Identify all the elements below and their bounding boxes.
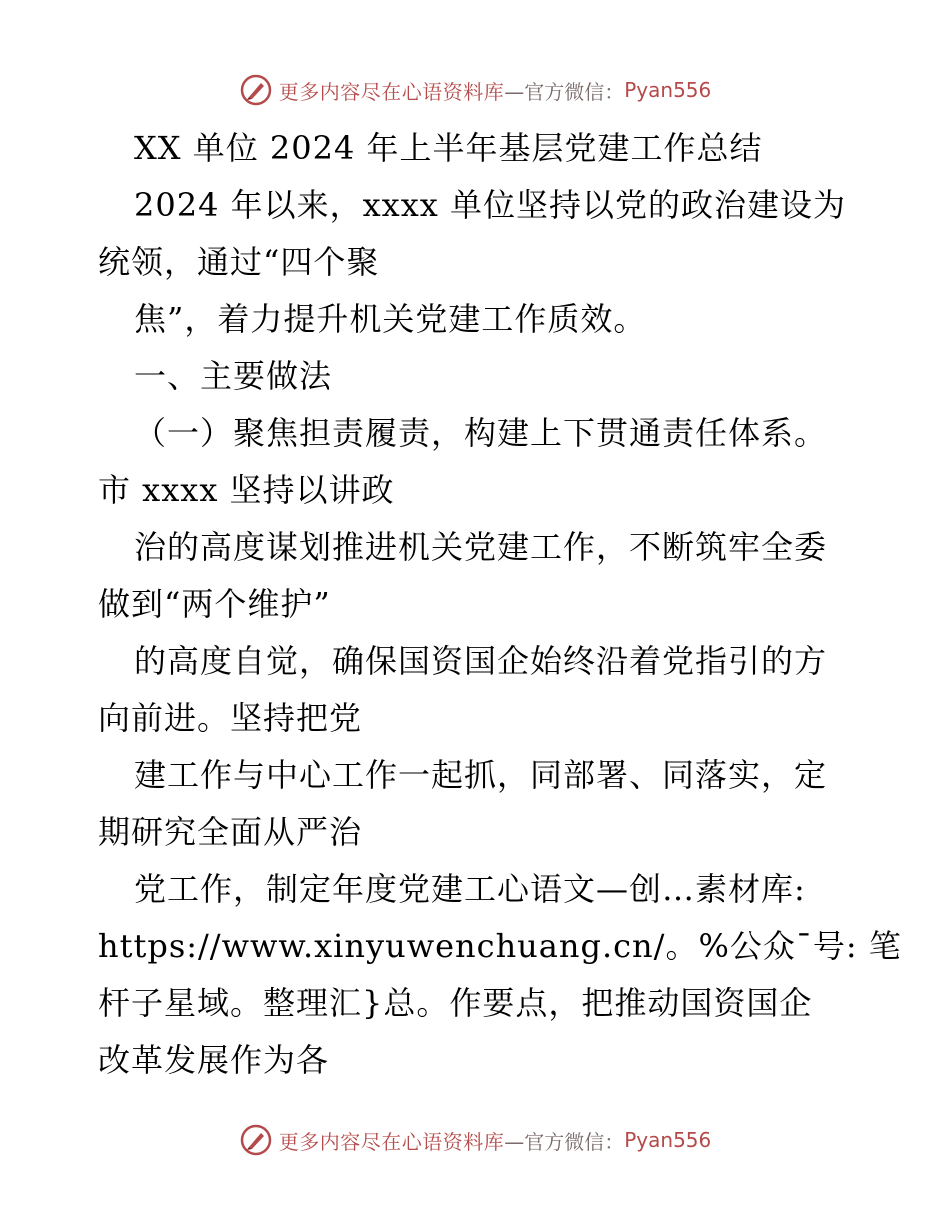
doc-title: XX 单位 2024 年上半年基层党建工作总结	[134, 129, 763, 167]
banner-separator: —官方微信：	[504, 1129, 625, 1154]
doc-line: 治的高度谋划推进机关党建工作，不断筑牢全委	[134, 528, 828, 566]
doc-line: 向前进。坚持把党	[98, 699, 363, 737]
subsection-heading: （一）聚焦担责履责，构建上下贯通责任体系。	[134, 414, 828, 452]
doc-line: https://www.xinyuwenchuang.cn/。%公众¯号: 笔	[98, 927, 902, 965]
doc-line: 2024 年以来，xxxx 单位坚持以党的政治建设为	[134, 186, 846, 224]
doc-line: 市 xxxx 坚持以讲政	[98, 471, 395, 509]
doc-line: 的高度自觉，确保国资国企始终沿着党指引的方	[134, 642, 828, 680]
doc-line: 做到“两个维护”	[98, 585, 331, 623]
doc-line: 党工作，制定年度党建工心语文—创…素材库:	[134, 870, 806, 908]
banner-wechat-id: Pyan556	[624, 78, 712, 102]
doc-line: 焦”，着力提升机关党建工作质效。	[134, 300, 647, 338]
doc-line: 杆子星域。整理汇}总。作要点，把推动国资国企	[98, 984, 813, 1022]
banner-text: 更多内容尽在心语资料库	[278, 1129, 505, 1154]
header-banner	[0, 70, 950, 110]
pen-logo-icon	[239, 73, 273, 107]
banner-text: 更多内容尽在心语资料库	[278, 79, 505, 104]
doc-line: 建工作与中心工作一起抓，同部署、同落实，定	[134, 756, 828, 794]
doc-line: 统领，通过“四个聚	[98, 243, 380, 281]
doc-line: 期研究全面从严治	[98, 813, 363, 851]
document-body	[98, 120, 902, 1089]
doc-line: 改革发展作为各	[98, 1041, 330, 1079]
pen-logo-icon	[239, 1123, 273, 1157]
section-heading: 一、主要做法	[134, 357, 333, 395]
banner-separator: —官方微信：	[504, 79, 625, 104]
banner-wechat-id: Pyan556	[624, 1128, 712, 1152]
footer-banner	[0, 1120, 950, 1160]
